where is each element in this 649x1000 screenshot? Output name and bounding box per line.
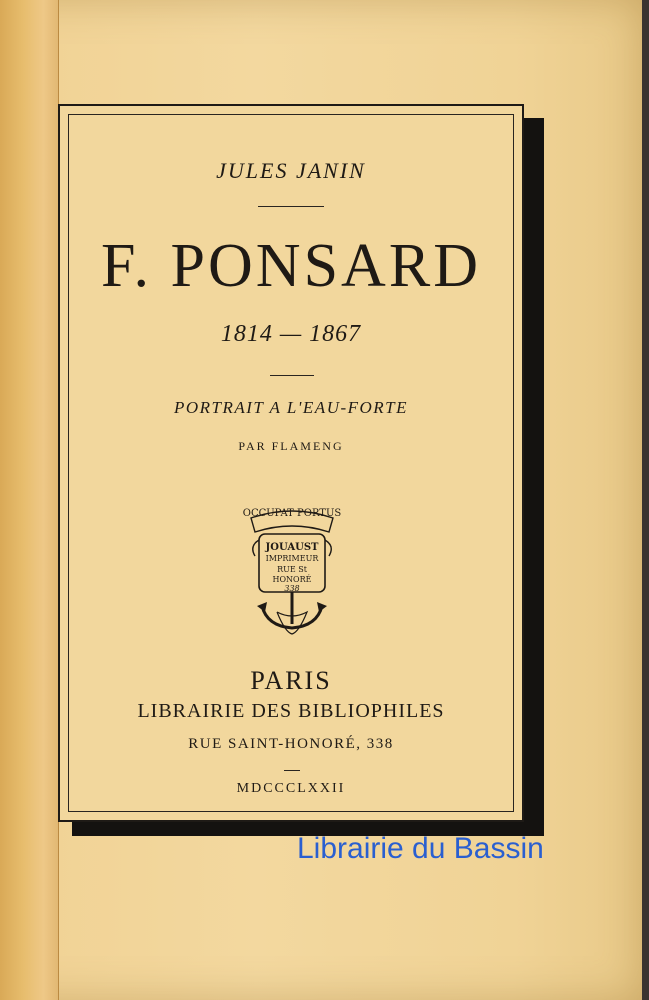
divider-rule: [284, 770, 300, 771]
divider-rule: [258, 206, 324, 207]
svg-text:RUE St: RUE St: [277, 565, 307, 574]
publication-year: MDCCCLXXII: [236, 781, 346, 796]
publication-city: PARIS: [250, 666, 332, 695]
svg-text:IMPRIMEUR: IMPRIMEUR: [265, 554, 319, 563]
author-name: JULES JANIN: [216, 158, 366, 183]
life-dates: 1814 — 1867: [220, 321, 362, 347]
publisher-name: LIBRAIRIE DES BIBLIOPHILES: [137, 700, 445, 722]
book-title: F. PONSARD: [101, 232, 481, 300]
divider-rule: [270, 375, 314, 376]
engraver-line: PAR FLAMENG: [238, 439, 344, 453]
portrait-line: PORTRAIT A L'EAU-FORTE: [173, 398, 409, 417]
seller-watermark: Librairie du Bassin: [297, 832, 544, 865]
publisher-address: RUE SAINT-HONORÉ, 338: [188, 736, 394, 752]
svg-text:HONORÉ: HONORÉ: [272, 575, 312, 584]
printer-mark-motto: OCCUPAT PORTUS: [242, 508, 342, 519]
svg-text:338: 338: [284, 584, 300, 593]
title-frame: [58, 104, 524, 822]
book-spine: [0, 0, 59, 1000]
svg-text:JOUAUST: JOUAUST: [265, 542, 319, 553]
printer-mark-anchor-icon: [237, 494, 347, 636]
